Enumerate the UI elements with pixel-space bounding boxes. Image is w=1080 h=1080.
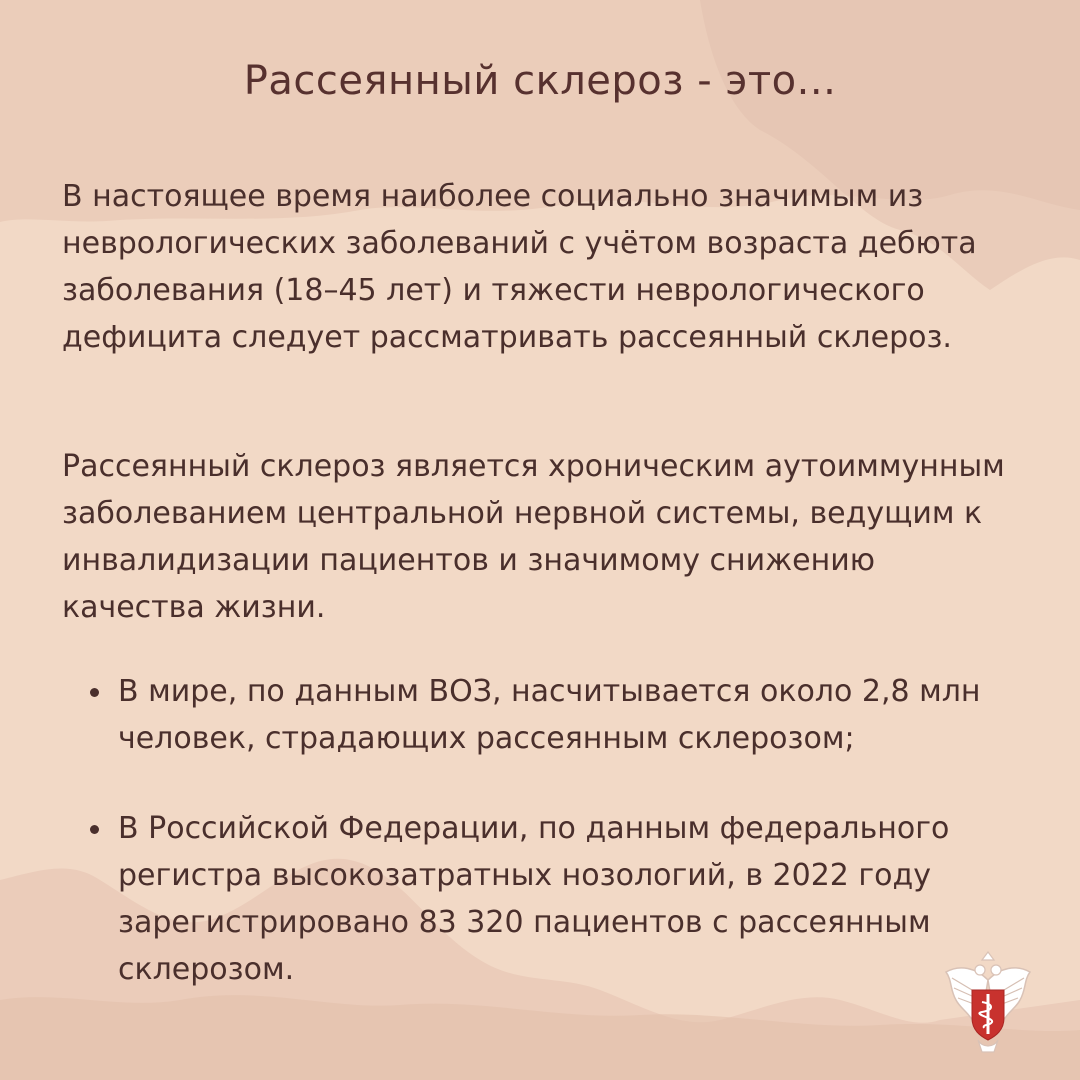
- bullet-item-world: В мире, по данным ВОЗ, насчитывается около 2,8 млн человек, страдающих рассеянным склерозом;: [118, 668, 1018, 762]
- ministry-of-health-emblem-icon: [942, 950, 1034, 1054]
- paragraph-intro: В настоящее время наиболее социально значимым из неврологических заболеваний с учётом возраста дебюта заболевания (18–45 лет) и тяжести неврологического дефицита следует рассматривать рассеянный склероз.: [62, 179, 977, 355]
- page-title: Рассеянный склероз - это...: [243, 58, 837, 104]
- paragraph-definition: Рассеянный склероз является хроническим аутоиммунным заболеванием центральной нервной системы, ведущим к инвалидизации пациентов и значимому снижению качества жизни.: [62, 449, 1005, 625]
- bullet-item-russia: В Российской Федерации, по данным федерального регистра высокозатратных нозологий, в 2022 году зарегистрировано 83 320 пациентов с рассеянным склерозом.: [118, 805, 1018, 993]
